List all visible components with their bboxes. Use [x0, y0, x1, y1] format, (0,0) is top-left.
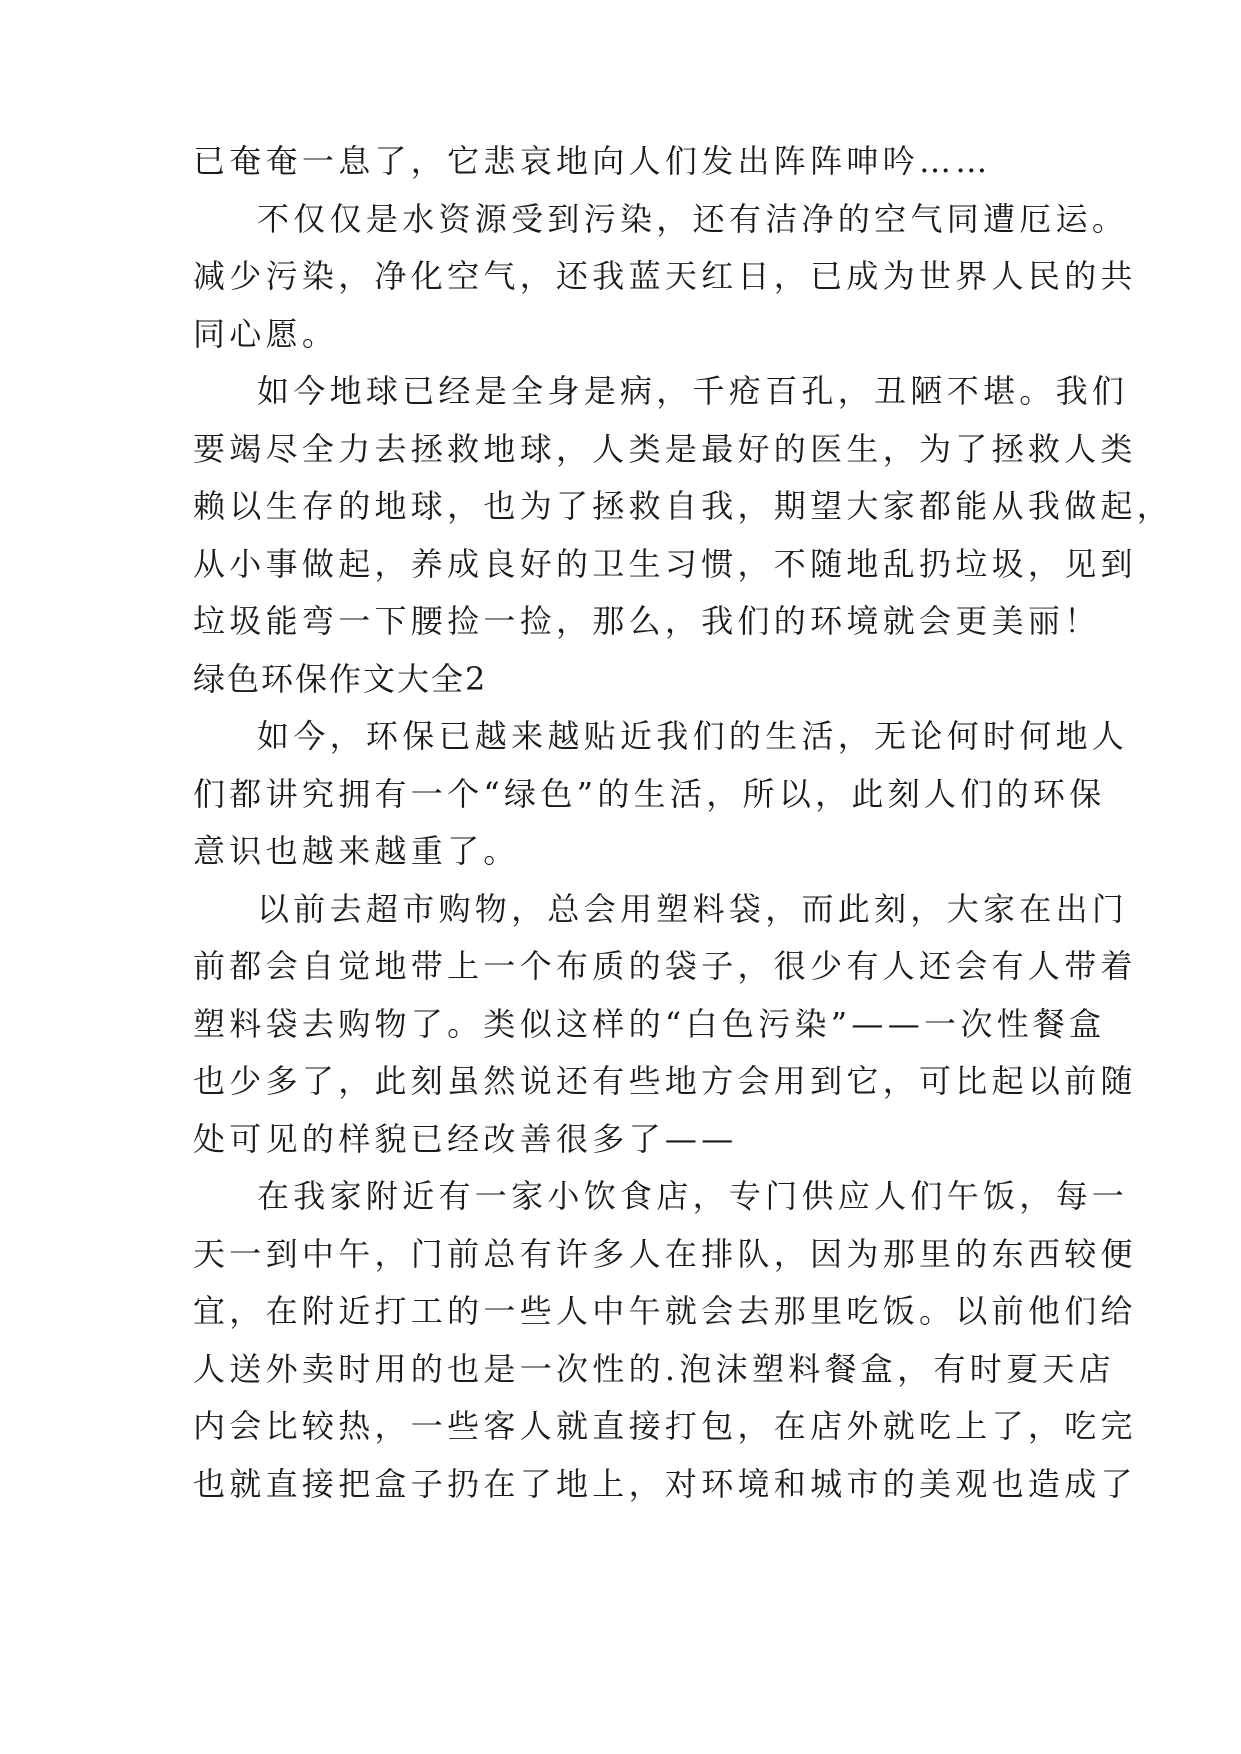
text-line: 们都讲究拥有一个“绿色”的生活，所以，此刻人们的环保: [193, 775, 1106, 813]
text-line: 已奄奄一息了，它悲哀地向人们发出阵阵呻吟……: [193, 142, 992, 180]
text-line: 处可见的样貌已经改善很多了——: [193, 1120, 738, 1158]
text-line: 天一到中午，门前总有许多人在排队，因为那里的东西较便: [193, 1235, 1137, 1273]
text-line: 塑料袋去购物了。类似这样的“白色污染”——一次性餐盒: [193, 1005, 1106, 1043]
paragraph-first-line: 在我家附近有一家小饮食店，专门供应人们午饭，每一: [257, 1177, 1129, 1215]
text-line: 要竭尽全力去拯救地球，人类是最好的医生，为了拯救人类: [193, 430, 1137, 468]
paragraph-first-line: 以前去超市购物，总会用塑料袋，而此刻，大家在出门: [257, 890, 1129, 928]
text-line: 同心愿。: [193, 315, 339, 353]
text-line: 意识也越来越重了。: [193, 832, 520, 870]
text-line: 减少污染，净化空气，还我蓝天红日，已成为世界人民的共: [193, 257, 1137, 295]
text-line: 从小事做起，养成良好的卫生习惯，不随地乱扔垃圾，见到: [193, 545, 1137, 583]
text-line: 赖以生存的地球，也为了拯救自我，期望大家都能从我做起，: [193, 487, 1174, 525]
paragraph-first-line: 不仅仅是水资源受到污染，还有洁净的空气同遭厄运。: [257, 200, 1129, 238]
paragraph-first-line: 如今地球已经是全身是病，千疮百孔，丑陋不堪。我们: [257, 372, 1129, 410]
text-line: 内会比较热，一些客人就直接打包，在店外就吃上了，吃完: [193, 1407, 1137, 1445]
text-line: 也就直接把盒子扔在了地上，对环境和城市的美观也造成了: [193, 1465, 1137, 1503]
section-title: 绿色环保作文大全2: [193, 660, 488, 698]
text-line: 前都会自觉地带上一个布质的袋子，很少有人还会有人带着: [193, 947, 1137, 985]
text-line: 垃圾能弯一下腰捡一捡，那么，我们的环境就会更美丽！: [193, 602, 1101, 640]
text-line: 人送外卖时用的也是一次性的.泡沫塑料餐盒，有时夏天店: [193, 1350, 1115, 1388]
text-line: 宜，在附近打工的一些人中午就会去那里吃饭。以前他们给: [193, 1292, 1137, 1330]
paragraph-first-line: 如今，环保已越来越贴近我们的生活，无论何时何地人: [257, 717, 1129, 755]
text-line: 也少多了，此刻虽然说还有些地方会用到它，可比起以前随: [193, 1062, 1137, 1100]
